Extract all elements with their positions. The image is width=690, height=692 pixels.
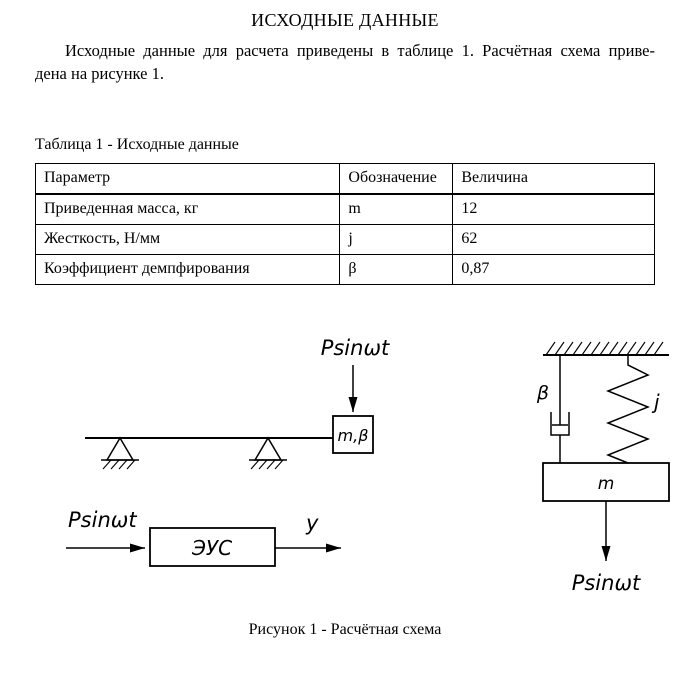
block-name-label: ЭУС: [191, 535, 233, 560]
spring-symbol: [608, 355, 648, 463]
cell-value: 62: [453, 224, 655, 254]
cell-parameter: Коэффициент демпфирования: [36, 254, 340, 284]
intro-line-1: Исходные данные для расчета приведены в таблице 1. Расчётная схема приве-: [65, 41, 655, 60]
table-row: [36, 194, 655, 225]
table-row: [36, 224, 655, 254]
support-triangle: [255, 438, 281, 460]
intro-line-2: дена на рисунке 1.: [35, 64, 164, 84]
mass-label: m: [597, 473, 615, 494]
support-hatching: [103, 460, 135, 469]
support-hatching: [251, 460, 283, 469]
beam-mass-label: m,β: [337, 425, 369, 445]
figure-schematic: [0, 313, 690, 613]
spring-mass-diagram: [543, 342, 669, 561]
cell-symbol: β: [340, 254, 453, 284]
figure-caption: Рисунок 1 - Расчётная схема: [248, 620, 442, 638]
cell-parameter: Жесткость, Н/мм: [36, 224, 340, 254]
col-header-parameter: Параметр: [36, 163, 340, 194]
table-row: [36, 254, 655, 284]
cell-value: 12: [453, 194, 655, 225]
table-caption: Таблица 1 - Исходные данные: [35, 135, 239, 153]
force-label: Psinωt: [571, 570, 641, 595]
spring-label: j: [654, 389, 660, 414]
table-header-row: [36, 163, 655, 194]
damper-symbol: [551, 355, 569, 463]
ceiling-hatching: [546, 342, 663, 355]
damper-label: β: [536, 381, 549, 404]
block-diagram-labels: [68, 508, 319, 560]
page-title: ИСХОДНЫЕ ДАННЫЕ: [251, 10, 439, 30]
block-output-label: y: [306, 510, 319, 535]
spring-mass-labels: [536, 382, 660, 595]
cell-value: 0,87: [453, 254, 655, 284]
schematic-drawing: [0, 313, 690, 613]
beam-load-label: Psinωt: [320, 335, 390, 360]
col-header-symbol: Обозначение: [340, 163, 453, 194]
beam-diagram: [85, 365, 373, 469]
beam-diagram-labels: [321, 336, 390, 445]
col-header-value: Величина: [453, 163, 655, 194]
support-triangle: [107, 438, 133, 460]
cell-parameter: Приведенная масса, кг: [36, 194, 340, 225]
intro-paragraph: [35, 39, 655, 86]
cell-symbol: m: [340, 194, 453, 225]
block-input-label: Psinωt: [68, 507, 137, 532]
data-table: [35, 163, 655, 285]
cell-symbol: j: [340, 224, 453, 254]
